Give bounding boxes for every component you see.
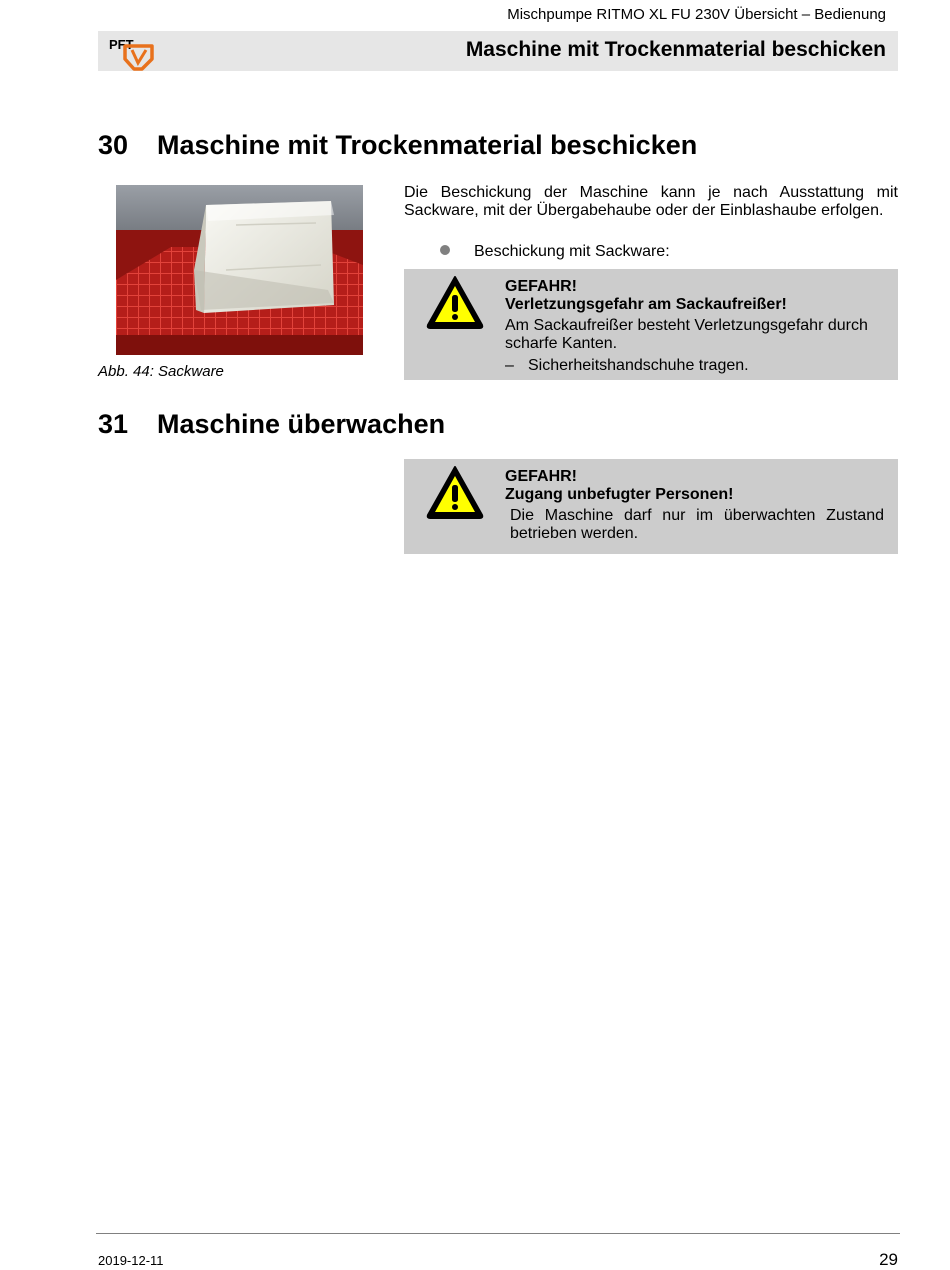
section-31-number: 31: [98, 409, 129, 439]
step-text: Sicherheitshandschuhe tragen.: [528, 357, 749, 374]
bullet-text: Beschickung mit Sackware:: [474, 243, 670, 260]
warning-box-sackaufreisser: [404, 269, 898, 380]
document-subtitle: Mischpumpe RITMO XL FU 230V Übersicht – Bedienung: [507, 6, 886, 23]
page-number: 29: [879, 1250, 898, 1269]
section-30-title: Maschine mit Trockenmaterial beschicken: [157, 130, 698, 160]
page-header-bar: [98, 31, 898, 71]
section-31-heading: [98, 409, 445, 440]
warning-subtitle: Zugang unbefugter Personen!: [505, 486, 734, 503]
warning-triangle-icon: [425, 464, 485, 520]
footer-divider: [96, 1233, 900, 1234]
warning-step: [505, 357, 884, 375]
warning-content: [505, 278, 884, 375]
warning-text: Am Sackaufreißer besteht Verletzungsgefahr durch scharfe Kanten.: [505, 317, 868, 352]
footer-date: 2019-12-11: [98, 1253, 164, 1268]
section-31-title: Maschine überwachen: [157, 409, 446, 439]
warning-title: GEFAHR!: [505, 278, 577, 295]
bullet-dot-icon: [440, 245, 450, 255]
step-marker: –: [505, 357, 514, 374]
figure-caption: Abb. 44: Sackware: [98, 363, 224, 380]
section-30-heading: [98, 130, 697, 161]
warning-text: Die Maschine darf nur im überwachten Zustand betrieben werden.: [510, 507, 884, 542]
warning-content: [505, 468, 884, 543]
warning-box-zugang: [404, 459, 898, 554]
section-30-number: 30: [98, 130, 129, 160]
bullet-list-item: [440, 243, 670, 261]
warning-triangle-icon: [425, 274, 485, 330]
warning-title: GEFAHR!: [505, 468, 577, 485]
sackware-photo: [116, 185, 363, 355]
intro-paragraph: Die Beschickung der Maschine kann je nach Ausstattung mit Sackware, mit der Übergabehaube oder der Einblashaube erfolgen.: [404, 184, 898, 219]
warning-subtitle: Verletzungsgefahr am Sackaufreißer!: [505, 296, 787, 313]
logo-text: PFT: [109, 37, 134, 52]
header-title: Maschine mit Trockenmaterial beschicken: [465, 38, 886, 61]
pft-logo: [108, 35, 156, 71]
